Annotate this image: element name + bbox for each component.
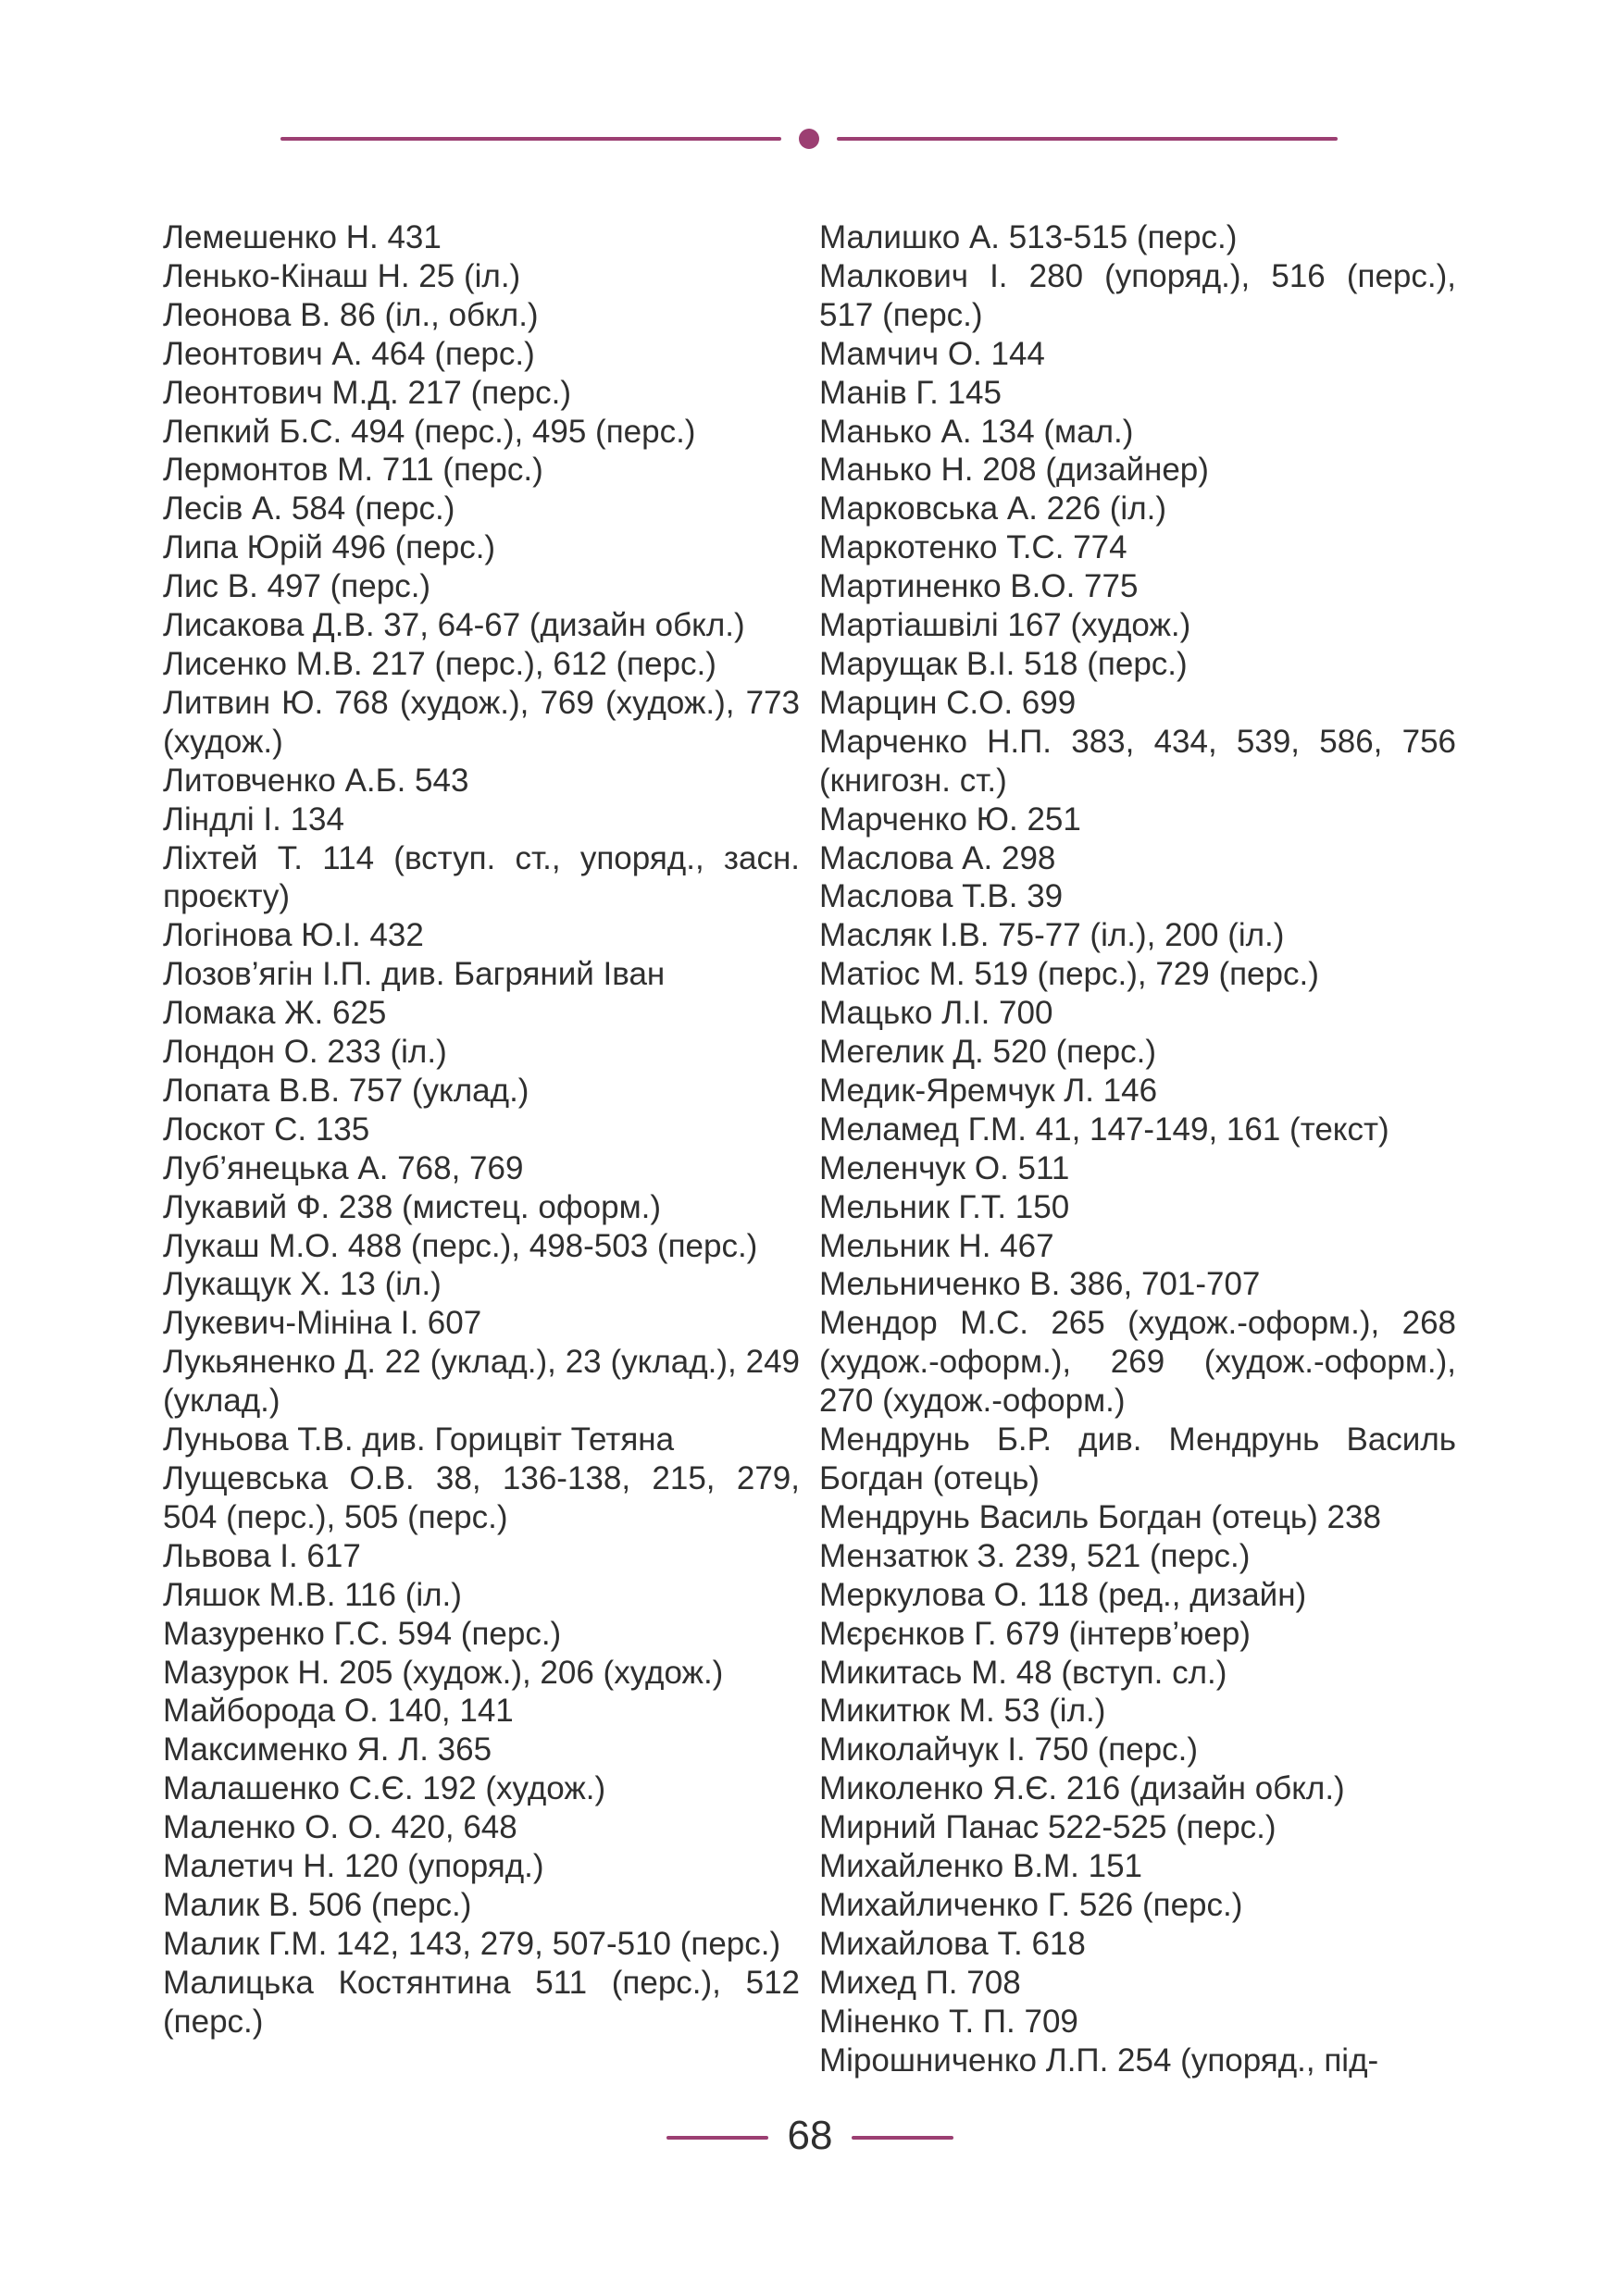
index-entry: Лукевич-Мініна І. 607 xyxy=(163,1305,482,1342)
index-entry: Лемешенко Н. 431 xyxy=(163,219,442,255)
index-entry: Луньова Т.В. див. Горицвіт Тетяна xyxy=(163,1421,675,1458)
index-entry: Лозов’ягін І.П. див. Багряний Іван xyxy=(163,956,666,993)
index-entry: Леонова В. 86 (іл., обкл.) xyxy=(163,296,539,333)
index-entry: Литовченко А.Б. 543 xyxy=(163,762,469,799)
index-entry: Микитась М. 48 (вступ. сл.) xyxy=(819,1654,1227,1691)
footer-line-right xyxy=(852,2136,953,2140)
index-entry: Марченко Н.П. 383, 434, 539, 586, 756 (книгозн. ст.) xyxy=(819,723,1456,799)
index-entry: Марченко Ю. 251 xyxy=(819,800,1081,838)
index-entry: Мазуренко Г.С. 594 (перс.) xyxy=(163,1615,562,1652)
index-entry: Миколайчук І. 750 (перс.) xyxy=(819,1731,1199,1769)
index-entry: Малетич Н. 120 (упоряд.) xyxy=(163,1848,544,1885)
index-entry: Лущевська О.В. 38, 136-138, 215, 279, 504 (перс.), 505 (перс.) xyxy=(163,1460,800,1535)
index-entry: Манько А. 134 (мал.) xyxy=(819,413,1134,450)
index-entry: Лесів А. 584 (перс.) xyxy=(163,490,455,527)
index-entry: Майборода О. 140, 141 xyxy=(163,1693,514,1730)
index-entry: Ломака Ж. 625 xyxy=(163,995,387,1032)
index-entry: Манько Н. 208 (дизайнер) xyxy=(819,452,1209,489)
index-entry: Марковська А. 226 (іл.) xyxy=(819,490,1167,527)
index-entry: Михайлова Т. 618 xyxy=(819,1925,1086,1962)
index-entry: Микитюк М. 53 (іл.) xyxy=(819,1693,1106,1730)
index-entry: Ляшок М.В. 116 (іл.) xyxy=(163,1576,462,1613)
index-entry: Миколенко Я.Є. 216 (дизайн обкл.) xyxy=(819,1770,1345,1807)
index-entry: Малик Г.М. 142, 143, 279, 507-510 (перс.) xyxy=(163,1925,781,1962)
index-entry: Луб’янецька А. 768, 769 xyxy=(163,1149,524,1186)
index-entry: Мазурок Н. 205 (худож.), 206 (худож.) xyxy=(163,1654,724,1691)
index-entry: Меламед Г.М. 41, 147-149, 161 (текст) xyxy=(819,1111,1389,1148)
index-entry: Лисакова Д.В. 37, 64-67 (дизайн обкл.) xyxy=(163,607,745,644)
index-entry: Мацько Л.І. 700 xyxy=(819,995,1053,1032)
index-entry: Малишко А. 513-515 (перс.) xyxy=(819,219,1238,255)
index-column-right xyxy=(819,218,1456,2080)
index-entry: Мельник Г.Т. 150 xyxy=(819,1188,1070,1225)
index-entry: Міненко Т. П. 709 xyxy=(819,2003,1078,2040)
index-entry: Меленчук О. 511 xyxy=(819,1149,1070,1186)
index-entry: Медик-Яремчук Л. 146 xyxy=(819,1072,1158,1109)
index-entry: Мамчич О. 144 xyxy=(819,335,1045,372)
index-entry: Мендор М.С. 265 (худож.-оформ.), 268 (худож.-оформ.), 269 (худож.-оформ.), 270 (худож.-оформ.) xyxy=(819,1305,1456,1420)
index-entry: Леонтович М.Д. 217 (перс.) xyxy=(163,374,572,411)
index-entry: Малицька Костянтина 511 (перс.), 512 (перс.) xyxy=(163,1964,800,2040)
index-entry: Михайличенко Г. 526 (перс.) xyxy=(819,1886,1243,1923)
page-footer xyxy=(666,2108,953,2164)
index-entry: Мартиненко В.О. 775 xyxy=(819,568,1139,605)
index-entry: Лис В. 497 (перс.) xyxy=(163,568,431,605)
index-entry: Логінова Ю.І. 432 xyxy=(163,917,424,954)
index-entry: Максименко Я. Л. 365 xyxy=(163,1731,492,1769)
index-entry: Мєрєнков Г. 679 (інтерв’юер) xyxy=(819,1615,1251,1652)
index-entry: Мірошниченко Л.П. 254 (упоряд., під- xyxy=(819,2042,1379,2079)
index-entry: Маленко О. О. 420, 648 xyxy=(163,1809,517,1846)
index-entry: Лисенко М.В. 217 (перс.), 612 (перс.) xyxy=(163,645,716,682)
index-entry: Мегелик Д. 520 (перс.) xyxy=(819,1034,1157,1071)
header-ornament xyxy=(280,129,1338,149)
ornament-line-right xyxy=(837,137,1338,141)
index-entry: Лукьяненко Д. 22 (уклад.), 23 (уклад.), 249 (уклад.) xyxy=(163,1344,800,1420)
index-entry: Михед П. 708 xyxy=(819,1964,1021,2001)
index-entry: Малашенко С.Є. 192 (худож.) xyxy=(163,1770,606,1807)
index-entry: Матіос М. 519 (перс.), 729 (перс.) xyxy=(819,956,1319,993)
index-entry: Лондон О. 233 (іл.) xyxy=(163,1034,447,1071)
index-entry: Мирний Панас 522-525 (перс.) xyxy=(819,1809,1277,1846)
index-entry: Лукаш М.О. 488 (перс.), 498-503 (перс.) xyxy=(163,1227,758,1264)
index-entry: Мартіашвілі 167 (худож.) xyxy=(819,607,1191,644)
index-entry: Львова І. 617 xyxy=(163,1537,361,1574)
index-entry: Лукащук Х. 13 (іл.) xyxy=(163,1266,442,1303)
index-entry: Лепкий Б.С. 494 (перс.), 495 (перс.) xyxy=(163,413,696,450)
index-entry: Маслова Т.В. 39 xyxy=(819,878,1064,915)
index-entry: Лопата В.В. 757 (уклад.) xyxy=(163,1072,529,1109)
index-entry: Лермонтов М. 711 (перс.) xyxy=(163,452,543,489)
index-column-left xyxy=(163,218,800,2042)
index-entry: Ліхтей Т. 114 (вступ. ст., упоряд., засн. проєкту) xyxy=(163,839,800,915)
index-entry: Масляк І.В. 75-77 (іл.), 200 (іл.) xyxy=(819,917,1285,954)
index-entry: Марцин С.О. 699 xyxy=(819,684,1077,721)
footer-line-left xyxy=(666,2136,768,2140)
index-entry: Малкович І. 280 (упоряд.), 516 (перс.), 517 (перс.) xyxy=(819,257,1456,333)
index-entry: Мензатюк З. 239, 521 (перс.) xyxy=(819,1537,1251,1574)
index-entry: Литвин Ю. 768 (худож.), 769 (худож.), 773 (худож.) xyxy=(163,684,800,760)
index-columns xyxy=(163,218,1455,2079)
index-entry: Маркотенко Т.С. 774 xyxy=(819,529,1127,566)
index-entry: Леонтович А. 464 (перс.) xyxy=(163,335,535,372)
index-entry: Лоскот С. 135 xyxy=(163,1111,370,1148)
index-entry: Мельниченко В. 386, 701-707 xyxy=(819,1266,1261,1303)
index-entry: Лукавий Ф. 238 (мистец. оформ.) xyxy=(163,1188,662,1225)
ornament-line-left xyxy=(280,137,781,141)
index-entry: Маслова А. 298 xyxy=(819,839,1056,876)
index-entry: Марущак В.І. 518 (перс.) xyxy=(819,645,1188,682)
index-entry: Малик В. 506 (перс.) xyxy=(163,1886,472,1923)
index-entry: Липа Юрій 496 (перс.) xyxy=(163,529,496,566)
index-entry: Мендрунь Василь Богдан (отець) 238 xyxy=(819,1498,1381,1535)
index-entry: Меркулова О. 118 (ред., дизайн) xyxy=(819,1576,1307,1613)
index-entry: Манів Г. 145 xyxy=(819,374,1002,411)
page-number: 68 xyxy=(787,2113,833,2158)
index-entry: Мендрунь Б.Р. див. Мендрунь Василь Богдан (отець) xyxy=(819,1421,1456,1496)
index-entry: Михайленко В.М. 151 xyxy=(819,1848,1143,1885)
ornament-dot xyxy=(799,129,819,149)
index-entry: Мельник Н. 467 xyxy=(819,1227,1054,1264)
index-entry: Ленько-Кінаш Н. 25 (іл.) xyxy=(163,257,521,294)
index-entry: Ліндлі І. 134 xyxy=(163,800,344,838)
